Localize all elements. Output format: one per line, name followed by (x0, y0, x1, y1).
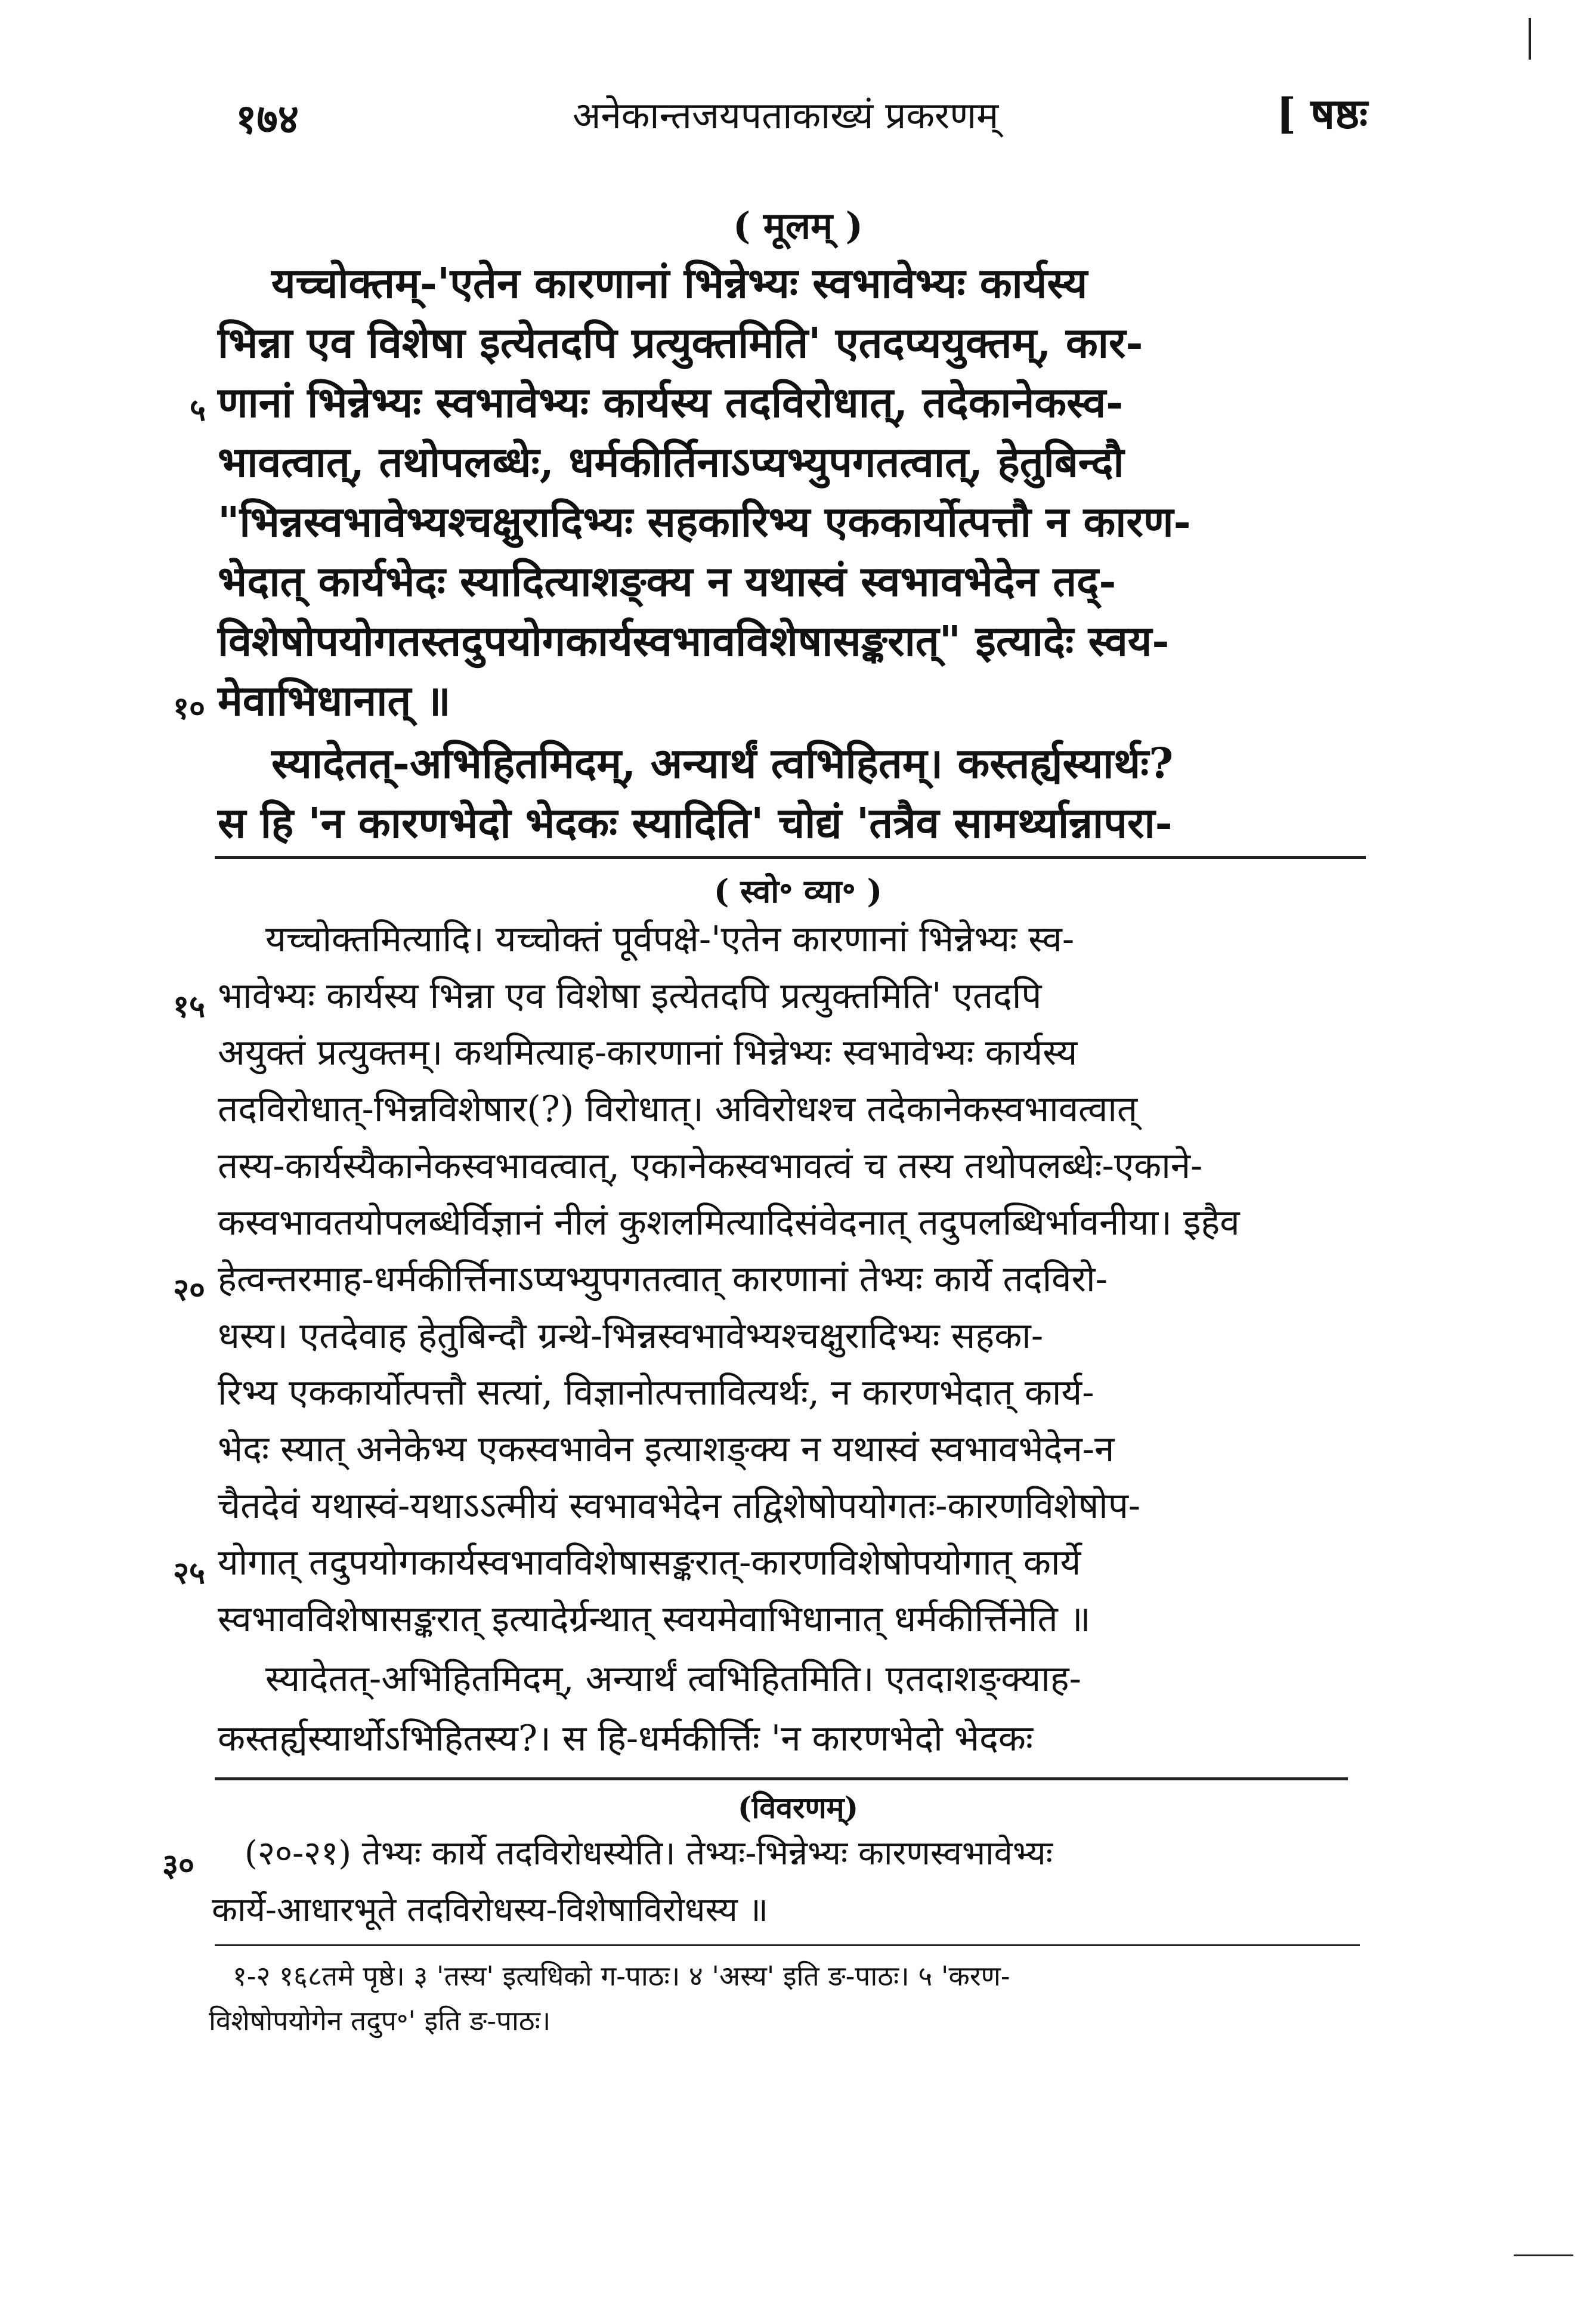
vivarana-line: कार्ये-आधारभूते तदविरोधस्य-विशेषाविरोधस्य ॥ (212, 1891, 769, 1929)
line-number: १० (173, 690, 206, 726)
footnote-line: १-२ १६८तमे पृष्ठे। ३ 'तस्य' इत्यधिको ग-पाठः। ४ 'अस्य' इति ङ-पाठः। ५ 'करण- (233, 1960, 1010, 1992)
vyakhya-line: चैतदेवं यथास्वं-यथाऽऽत्मीयं स्वभावभेदेन तद्विशेषोपयोगतः-कारणविशेषोप- (218, 1485, 1141, 1527)
vyakhya-heading: ( स्वो॰ व्या॰ ) (713, 872, 883, 910)
vyakhya-line: कस्वभावतयोपलब्धेर्विज्ञानं नीलं कुशलमित्यादिसंवेदनात् तदुपलब्धिर्भावनीया। इहैव (218, 1202, 1240, 1244)
mula-line: स्यादेतत्-अभिहितमिदम्, अन्यार्थं त्वभिहितम्। कस्तर्ह्यस्यार्थः? (271, 738, 1174, 788)
vyakhya-line: कस्तर्ह्यस्यार्थोऽभिहितस्य?। स हि-धर्मकीर्त्तिः 'न कारणभेदो भेदकः (218, 1718, 1034, 1759)
scan-edge-mark (1514, 2254, 1573, 2256)
mula-line: यच्चोक्तम्-'एतेन कारणानां भिन्नेभ्यः स्वभावेभ्यः कार्यस्य (271, 258, 1088, 308)
vyakhya-line: स्वभावविशेषासङ्करात् इत्यादेर्ग्रन्थात् स्वयमेवाभिधानात् धर्मकीर्त्तिनेति ॥ (218, 1598, 1091, 1640)
vyakhya-line: रिभ्य एककार्योत्पत्तौ सत्यां, विज्ञानोत्पत्तावित्यर्थः, न कारणभेदात् कार्य- (218, 1372, 1094, 1414)
vyakhya-line: अयुक्तं प्रत्युक्तम्। कथमित्याह-कारणानां भिन्नेभ्यः स्वभावेभ्यः कार्यस्य (218, 1032, 1078, 1074)
mula-line: मेवाभिधानात् ॥ (218, 676, 451, 725)
vyakhya-line: धस्य। एतदेवाह हेतुबिन्दौ ग्रन्थे-भिन्नस्वभावेभ्यश्चक्षुरादिभ्यः सहका- (218, 1315, 1044, 1357)
vyakhya-line: तदविरोधात्-भिन्नविशेषार(?) विरोधात्। अविरोधश्च तदेकानेकस्वभावत्वात् (218, 1088, 1138, 1130)
mula-heading: ( मूलम् ) (732, 204, 864, 248)
scan-edge-mark (1529, 18, 1531, 60)
vyakhya-line: भावेभ्यः कार्यस्य भिन्ना एव विशेषा इत्येतदपि प्रत्युक्तमिति' एतदपि (218, 975, 1042, 1017)
section-label: [ षष्ठः (1276, 89, 1368, 138)
line-number: २० (173, 1272, 206, 1308)
line-number: ३० (162, 1847, 195, 1884)
footnote-line: विशेषोपयोगेन तदुप॰' इति ङ-पाठः। (209, 2005, 551, 2037)
mula-line: विशेषोपयोगतस्तदुपयोगकार्यस्वभावविशेषासङ्करात्" इत्यादेः स्वय- (218, 616, 1170, 666)
vivarana-line: (२०-२१) तेभ्यः कार्ये तदविरोधस्येति। तेभ्यः-भिन्नेभ्यः कारणस्वभावेभ्यः (245, 1834, 1053, 1873)
vivarana-heading: (विवरणम्) (737, 1790, 859, 1825)
footnote-divider (215, 1944, 1360, 1946)
vyakhya-line: भेदः स्यात् अनेकेभ्य एकस्वभावेन इत्याशङ्क्य न यथास्वं स्वभावभेदेन-न (218, 1428, 1115, 1470)
mula-line: स हि 'न कारणभेदो भेदकः स्यादिति' चोद्यं 'तत्रैव सामर्थ्यान्नापरा- (218, 798, 1173, 848)
mula-line: "भिन्नस्वभावेभ्यश्चक्षुरादिभ्यः सहकारिभ्य एककार्योत्पत्तौ न कारण- (218, 497, 1191, 546)
mula-line: भेदात् कार्यभेदः स्यादित्याशङ्क्य न यथास्वं स्वभावभेदेन तद्- (218, 556, 1116, 606)
running-title: अनेकान्तजयपताकाख्यं प्रकरणम् (573, 94, 999, 137)
mula-line: भावत्वात्, तथोपलब्धेः, धर्मकीर्तिनाऽप्यभ्युपगतत्वात्, हेतुबिन्दौ (218, 437, 1124, 487)
vyakhya-line: हेत्वन्तरमाह-धर्मकीर्त्तिनाऽप्यभ्युपगतत्वात् कारणानां तेभ्यः कार्ये तदविरो- (218, 1258, 1108, 1300)
vyakhya-line: यच्चोक्तमित्यादि। यच्चोक्तं पूर्वपक्षे-'एतेन कारणानां भिन्नेभ्यः स्व- (265, 918, 1075, 960)
section-divider (215, 856, 1366, 859)
section-divider (215, 1777, 1348, 1780)
mula-line: णानां भिन्नेभ्यः स्वभावेभ्यः कार्यस्य तदविरोधात्, तदेकानेकस्व- (218, 378, 1124, 427)
page-number: १७४ (236, 95, 299, 143)
line-number: ५ (190, 392, 206, 428)
vyakhya-line: स्यादेतत्-अभिहितमिदम्, अन्यार्थं त्वभिहितमिति। एतदाशङ्क्याह- (265, 1658, 1081, 1700)
mula-line: भिन्ना एव विशेषा इत्येतदपि प्रत्युक्तमिति' एतदप्ययुक्तम्, कार- (218, 318, 1143, 367)
line-number: १५ (173, 988, 206, 1025)
vyakhya-line: योगात् तदुपयोगकार्यस्वभावविशेषासङ्करात्-कारणविशेषोपयोगात् कार्ये (218, 1542, 1081, 1584)
vyakhya-line: तस्य-कार्यस्यैकानेकस्वभावत्वात्, एकानेकस्वभावत्वं च तस्य तथोपलब्धेः-एकाने- (218, 1145, 1203, 1187)
line-number: २५ (173, 1555, 206, 1591)
